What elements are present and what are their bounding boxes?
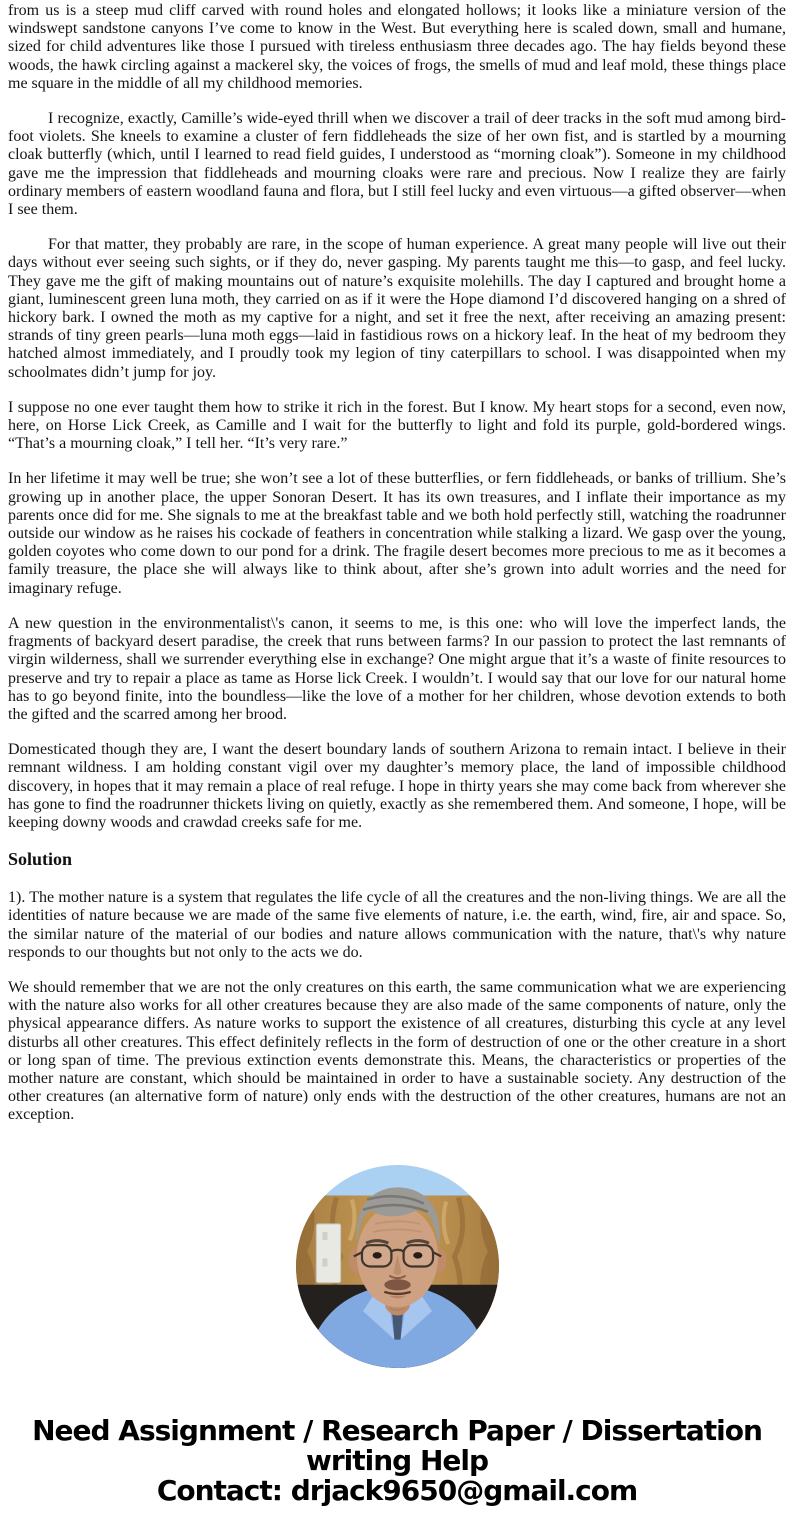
essay-paragraph-2: I recognize, exactly, Camille’s wide-eyed thrill when we discover a trail of deer tracks in the soft mud among bird-foot violets. She kneels to examine a cluster of fern fiddleheads the size of her own fist, and is startled by a mourning cloak butterfly (which, until I learned to read field guides, I understood as “morning cloak”). Someone in my childhood gave me the impression that fiddleheads and mourning cloaks were rare and precious. Now I realize they are fairly ordinary members of eastern woodland fauna and flora, but I still feel lucky and even virtuous—a gifted observer—when I see them.: [8, 110, 786, 219]
author-portrait-photo: [296, 1165, 499, 1368]
photo-switch-panel: [316, 1223, 340, 1282]
portrait-photo-illustration: [296, 1165, 499, 1368]
solution-text-block: [8, 889, 786, 1124]
contact-email-text: Contact: drjack9650@gmail.com: [156, 1473, 638, 1507]
solution-paragraph-1: 1). The mother nature is a system that regulates the life cycle of all the creatures and the non-living things. We are all the identities of nature because we are made of the same five elements of nature, i.e. the earth, wind, fire, air and space. So, the similar nature of the material of our bodies and nature allows communication with the nature, that\'s why nature responds to our thoughts but not only to the acts we do.: [8, 889, 786, 961]
advert-footer: [16, 1413, 778, 1507]
essay-paragraph-3: For that matter, they probably are rare, in the scope of human experience. A great many people will live out their days without ever seeing such sights, or if they do, never gasping. My parents taught me this—to gasp, and feel lucky. They gave me the gift of making mountains out of nature’s exquisite molehills. The day I captured and brought home a giant, luminescent green luna moth, they carried on as if it were the Hope diamond I’d discovered hanging on a shred of hickory bark. I owned the moth as my captive for a night, and set it free the next, after receiving an amazing present: strands of tiny green pearls—luna moth eggs—laid in fastidious rows on a hickory leaf. In the heat of my bedroom they hatched almost immediately, and I proudly took my legion of tiny caterpillars to school. I was disappointed when my schoolmates didn’t jump for joy.: [8, 236, 786, 381]
essay-paragraph-5: In her lifetime it may well be true; she won’t see a lot of these butterflies, or fern fiddleheads, or banks of trillium. She’s growing up in another place, the upper Sonoran Desert. It has its own treasures, and I inflate their importance as my parents once did for me. She signals to me at the breakfast table and we both hold perfectly still, watching the roadrunner outside our window as he raises his cockade of feathers in concentration while stalking a lizard. We gasp over the young, golden coyotes who come down to our pond for a drink. The fragile desert becomes more precious to me as it becomes a family treasure, the place she will always like to think about, after she’s grown into adult worries and the need for imaginary refuge.: [8, 470, 786, 597]
solution-paragraph-2: We should remember that we are not the only creatures on this earth, the same communication what we are experiencing with the nature also works for all other creatures because they are also made of the same components of nature, only the physical appearance differs. As nature works to support the existence of all creatures, disturbing this cycle at any level disturbs all other creatures. This effect definitely reflects in the form of destruction of one or the other creature in a short or long span of time. The previous extinction events demonstrate this. Means, the characteristics or properties of the mother nature are constant, which should be maintained in order to have a sustainable society. Any destruction of the other creatures (an alternative form of nature) only ends with the destruction of the other creatures, humans are not an exception.: [8, 978, 786, 1124]
essay-text-block: [8, 2, 786, 832]
essay-paragraph-7: Domesticated though they are, I want the desert boundary lands of southern Arizona to remain intact. I believe in their remnant wildness. I am holding constant vigil over my daughter’s memory place, the land of impossible childhood discovery, in hopes that it may remain a place of real refuge. I hope in thirty years she may come back from wherever she has gone to find the roadrunner thickets living on quietly, exactly as she remembered them. And someone, I hope, will be keeping downy woods and crawdad creeks safe for me.: [8, 741, 786, 831]
photo-upper-lip-shadow: [384, 1279, 410, 1290]
essay-paragraph-1: from us is a steep mud cliff carved with round holes and elongated hollows; it looks like a miniature version of the windswept sandstone canyons I’ve come to know in the West. But everything here is scaled down, small and humane, sized for child adventures like those I pursued with tireless enthusiasm three decades ago. The hay fields beyond these woods, the hawk circling against a mackerel sky, the voices of frogs, the smells of mud and leaf mold, these things place me square in the middle of all my childhood memories.: [8, 2, 786, 92]
essay-paragraph-4: I suppose no one ever taught them how to strike it rich in the forest. But I know. My heart stops for a second, even now, here, on Horse Lick Creek, as Camille and I wait for the butterfly to light and fold its purple, gold-bordered wings. “That’s a mourning cloak,” I tell her. “It’s very rare.”: [8, 398, 786, 453]
help-offer-text: Need Assignment / Research Paper / Dissertation writing Help: [32, 1413, 762, 1477]
solution-heading: Solution: [8, 849, 73, 870]
essay-paragraph-6: A new question in the environmentalist\'s canon, it seems to me, is this one: who will love the imperfect lands, the fragments of backyard desert paradise, the creek that runs between farms? In our passion to protect the last remnants of virgin wilderness, shall we surrender everything else in exchange? One might argue that it’s a waste of finite resources to preserve and try to repair a place as tame as Horse lick Creek. I wouldn’t. I would say that our love for our natural home has to go beyond finite, into the boundless—like the love of a mother for her children, whose devotion extends to both the gifted and the scarred among her brood.: [8, 614, 786, 723]
